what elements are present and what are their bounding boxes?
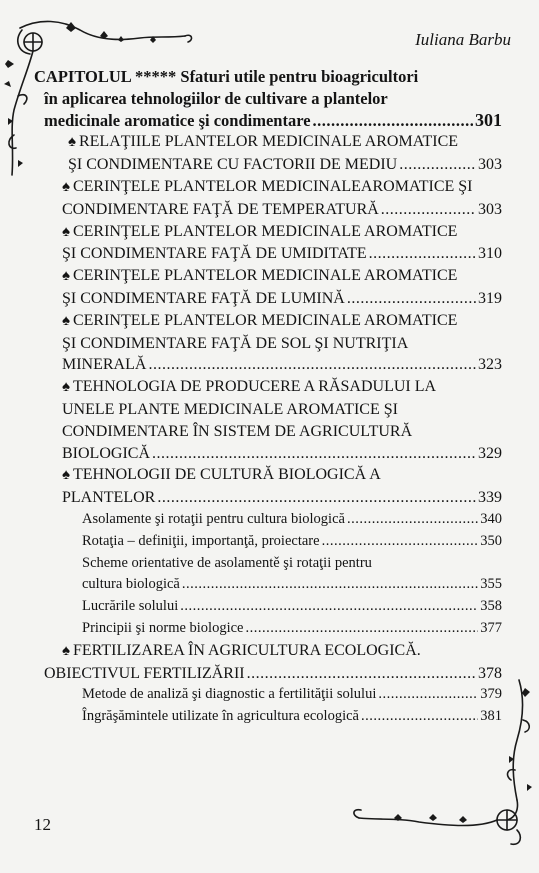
subsection-title: Asolamente şi rotaţii pentru cultura biologică bbox=[82, 510, 345, 527]
dot-leader bbox=[157, 487, 476, 509]
toc-subsection-entry bbox=[44, 596, 502, 618]
page-ref: 378 bbox=[478, 664, 502, 682]
toc-section-entry bbox=[44, 376, 502, 464]
section-title-line: OBIECTIVUL FERTILIZĂRII bbox=[44, 664, 245, 682]
spade-icon: ♠ bbox=[62, 642, 70, 659]
page-ref: 303 bbox=[478, 200, 502, 218]
toc-subsection-entry bbox=[44, 684, 502, 706]
section-title-line: ŞI CONDIMENTARE FAŢĂ DE SOL ŞI NUTRIŢIA bbox=[62, 334, 409, 352]
page-ref: 301 bbox=[475, 109, 502, 130]
subsection-title: Principii şi norme biologice bbox=[82, 619, 244, 636]
section-title-line: CONDIMENTARE FAŢĂ DE TEMPERATURĂ bbox=[62, 200, 379, 218]
toc-section-entry bbox=[44, 221, 502, 266]
page-ref: 350 bbox=[480, 532, 502, 549]
spade-icon: ♠ bbox=[62, 379, 70, 396]
section-title-line: CERINŢELE PLANTELOR MEDICINALE AROMATICE bbox=[72, 311, 458, 329]
subsection-title: Îngrăşămintele utilizate în agricultura ecologică bbox=[82, 708, 359, 725]
toc-section-entry bbox=[44, 131, 502, 176]
section-title-line: MINERALĂ bbox=[62, 356, 147, 374]
dot-leader bbox=[182, 574, 478, 596]
section-title-line: PLANTELOR bbox=[62, 489, 156, 507]
dot-leader bbox=[246, 618, 479, 640]
spade-icon: ♠ bbox=[62, 268, 70, 285]
section-title-line: ŞI CONDIMENTARE CU FACTORII DE MEDIU bbox=[68, 156, 398, 174]
toc-section-entry bbox=[44, 310, 502, 376]
page-ref: 310 bbox=[478, 245, 502, 263]
section-title-line: CERINŢELE PLANTELOR MEDICINALE AROMATICE bbox=[72, 267, 458, 285]
toc-subsection-entry bbox=[44, 509, 502, 531]
toc-subsection-entry bbox=[44, 553, 502, 597]
dot-leader bbox=[399, 154, 476, 176]
section-title-line: BIOLOGICĂ bbox=[62, 444, 150, 462]
toc-subsection-entry bbox=[44, 618, 502, 640]
page-ref: 377 bbox=[480, 619, 502, 636]
subsection-title-line: cultura biologică bbox=[82, 576, 180, 593]
spade-icon: ♠ bbox=[62, 467, 70, 484]
chapter-title-line1: CAPITOLUL ***** Sfaturi utile pentru bioagricultori bbox=[34, 67, 419, 86]
spade-icon: ♠ bbox=[68, 134, 76, 151]
section-title-line: RELAŢIILE PLANTELOR MEDICINALE AROMATICE bbox=[78, 133, 459, 151]
section-title-line: CERINŢELE PLANTELOR MEDICINALEAROMATICE ŞI bbox=[72, 177, 473, 195]
dot-leader bbox=[180, 596, 478, 618]
page-ref: 323 bbox=[478, 356, 502, 374]
page-number: 12 bbox=[34, 815, 51, 834]
toc-subsection-entry bbox=[44, 706, 502, 728]
dot-leader bbox=[247, 663, 476, 685]
section-title-line: TEHNOLOGIA DE PRODUCERE A RĂSADULUI LA bbox=[72, 378, 437, 396]
chapter-title-line2: în aplicarea tehnologiilor de cultivare a plantelor bbox=[44, 88, 388, 108]
dot-leader bbox=[347, 288, 476, 310]
page-ref: 303 bbox=[478, 156, 502, 174]
subsection-title: Metode de analiză şi diagnostic a fertilităţii solului bbox=[82, 686, 377, 703]
page-ref: 340 bbox=[480, 510, 502, 527]
page-ref: 339 bbox=[478, 489, 502, 507]
section-title-line: CERINŢELE PLANTELOR MEDICINALE AROMATICE bbox=[72, 222, 458, 240]
page-ref: 355 bbox=[480, 576, 502, 593]
toc-section-entry bbox=[44, 176, 502, 221]
dot-leader bbox=[347, 509, 478, 531]
dot-leader bbox=[381, 199, 476, 221]
section-title-line: UNELE PLANTE MEDICINALE AROMATICE ŞI bbox=[62, 400, 398, 418]
page-ref: 329 bbox=[478, 444, 502, 462]
dot-leader bbox=[148, 354, 476, 376]
dot-leader bbox=[369, 243, 476, 265]
page-ref: 381 bbox=[480, 708, 502, 725]
section-title-line: ŞI CONDIMENTARE FAŢĂ DE LUMINĂ bbox=[62, 289, 345, 307]
table-of-contents bbox=[34, 66, 502, 728]
dot-leader bbox=[378, 684, 478, 706]
spade-icon: ♠ bbox=[62, 223, 70, 240]
section-title-line: TEHNOLOGII DE CULTURĂ BIOLOGICĂ A bbox=[72, 466, 381, 484]
dot-leader bbox=[361, 706, 478, 728]
subsection-title: Lucrările solului bbox=[82, 598, 179, 615]
toc-section-entry bbox=[44, 464, 502, 509]
toc-subsection-entry bbox=[44, 531, 502, 553]
dot-leader bbox=[313, 110, 473, 132]
section-title-line: FERTILIZAREA ÎN AGRICULTURA ECOLOGICĂ. bbox=[72, 641, 421, 659]
spade-icon: ♠ bbox=[62, 312, 70, 329]
subsection-title: Rotaţia – definiţii, importanţă, proiectare bbox=[82, 532, 320, 549]
section-title-line: ŞI CONDIMENTARE FAŢĂ DE UMIDITATE bbox=[62, 245, 367, 263]
toc-section-entry bbox=[44, 265, 502, 310]
subsection-title-line: Scheme orientative de asolamentě şi rotaţii pentru bbox=[82, 554, 372, 571]
dot-leader bbox=[322, 531, 479, 553]
running-header-author: Iuliana Barbu bbox=[415, 30, 511, 49]
toc-chapter-entry bbox=[34, 66, 502, 131]
chapter-title-line3: medicinale aromatice şi condimentare bbox=[44, 110, 311, 130]
page-ref: 319 bbox=[478, 289, 502, 307]
section-title-line: CONDIMENTARE ÎN SISTEM DE AGRICULTURĂ bbox=[62, 422, 413, 440]
toc-section-entry bbox=[44, 640, 502, 685]
dot-leader bbox=[152, 443, 476, 465]
page-ref: 379 bbox=[480, 686, 502, 703]
spade-icon: ♠ bbox=[62, 178, 70, 195]
page-ref: 358 bbox=[480, 598, 502, 615]
